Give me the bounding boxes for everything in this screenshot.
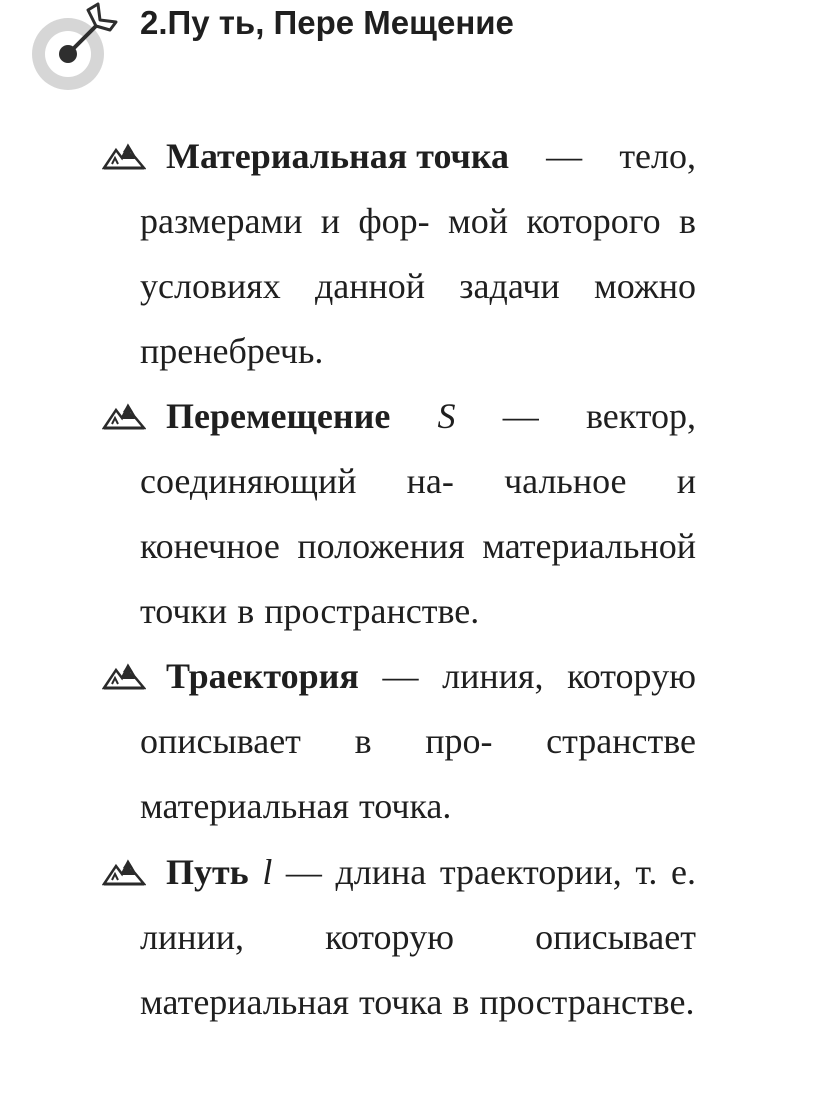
text-word: в bbox=[354, 721, 372, 761]
text-word: и bbox=[320, 201, 341, 241]
text-word: в bbox=[452, 982, 470, 1022]
definition-line bbox=[102, 384, 696, 449]
text-word: которую bbox=[567, 656, 696, 696]
target-arrow-icon bbox=[26, 2, 118, 94]
definition-line bbox=[102, 254, 696, 319]
definition-path bbox=[102, 840, 696, 1035]
text-word: пространстве. bbox=[264, 591, 480, 631]
text-word: траектории, bbox=[439, 852, 622, 892]
text-word: мой bbox=[447, 201, 509, 241]
text-word: соединяющий bbox=[140, 461, 357, 501]
text-word: т. bbox=[635, 852, 658, 892]
definition-line bbox=[102, 840, 696, 905]
text-word: в bbox=[237, 591, 255, 631]
term: Материальная точка bbox=[166, 136, 510, 176]
text-word: точка bbox=[359, 982, 443, 1022]
text-word: которого bbox=[526, 201, 661, 241]
definition-line bbox=[102, 514, 696, 579]
text-word: и bbox=[676, 461, 696, 501]
text-word: условиях bbox=[140, 266, 281, 306]
text-word: странстве bbox=[546, 721, 696, 761]
text-word: про- bbox=[425, 721, 493, 761]
text-word: данной bbox=[314, 266, 426, 306]
definition-line bbox=[102, 124, 696, 189]
definition-line bbox=[102, 709, 696, 774]
text-word: чальное bbox=[504, 461, 627, 501]
definition-trajectory bbox=[102, 644, 696, 839]
text-word: — bbox=[382, 656, 419, 696]
term: Траектория bbox=[166, 656, 359, 696]
definition-line bbox=[102, 644, 696, 709]
text-word: материальной bbox=[482, 526, 696, 566]
text-word: размерами bbox=[140, 201, 303, 241]
symbol: S bbox=[437, 396, 456, 436]
text-word: фор- bbox=[358, 201, 430, 241]
page-title: 2.Пу ть, Пере Мещение bbox=[140, 4, 514, 41]
text-word: е. bbox=[670, 852, 696, 892]
text-word: в bbox=[678, 201, 696, 241]
definition-line bbox=[102, 579, 696, 644]
tree-hill-icon bbox=[102, 858, 146, 886]
text-word: которую bbox=[325, 917, 454, 957]
text-word: вектор, bbox=[585, 396, 696, 436]
term: Путь bbox=[166, 852, 249, 892]
text-word: — bbox=[285, 852, 322, 892]
definition-line bbox=[102, 189, 696, 254]
tree-hill-icon bbox=[102, 142, 146, 170]
text-word: линия, bbox=[442, 656, 544, 696]
definition-displacement bbox=[102, 384, 696, 644]
text-word: на- bbox=[406, 461, 454, 501]
text-word: описывает bbox=[535, 917, 696, 957]
text-word: задачи bbox=[459, 266, 560, 306]
text-word: длина bbox=[335, 852, 427, 892]
text-word: материальная bbox=[140, 982, 350, 1022]
definition-material-point bbox=[102, 124, 696, 384]
text-word: можно bbox=[593, 266, 696, 306]
symbol: l bbox=[262, 852, 273, 892]
text-word: — bbox=[502, 396, 539, 436]
text-word: пренебречь. bbox=[140, 331, 324, 371]
tree-hill-icon bbox=[102, 402, 146, 430]
definition-line bbox=[102, 449, 696, 514]
term: Перемещение bbox=[166, 396, 391, 436]
text-word: положения bbox=[297, 526, 465, 566]
text-word: точки bbox=[140, 591, 228, 631]
text-word: пространстве. bbox=[479, 982, 695, 1022]
definition-line bbox=[102, 970, 696, 1035]
text-word: описывает bbox=[140, 721, 301, 761]
definition-line bbox=[102, 319, 696, 384]
text-word: материальная bbox=[140, 786, 350, 826]
text-word: конечное bbox=[140, 526, 280, 566]
text-word: точка. bbox=[359, 786, 452, 826]
tree-hill-icon bbox=[102, 662, 146, 690]
text-word: тело, bbox=[619, 136, 696, 176]
definition-line bbox=[102, 905, 696, 970]
text-word: — bbox=[546, 136, 583, 176]
definition-line bbox=[102, 774, 696, 839]
text-word: линии, bbox=[140, 917, 245, 957]
